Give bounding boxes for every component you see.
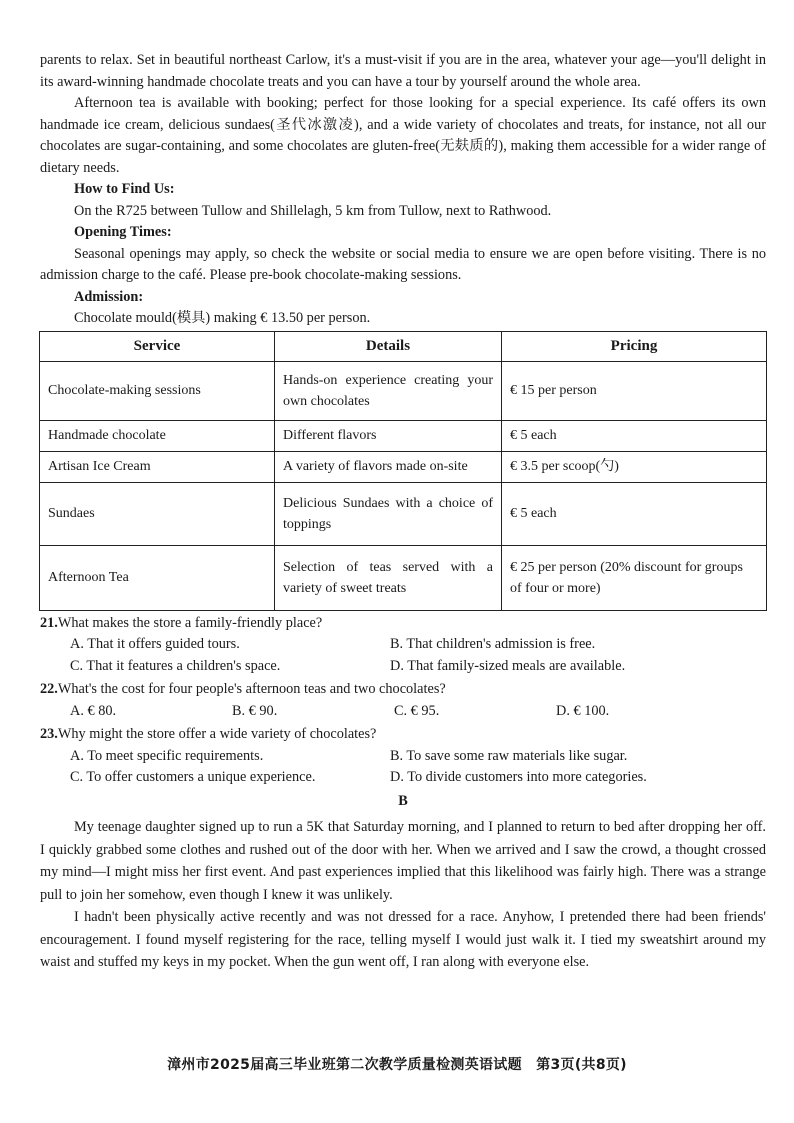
question-stem bbox=[40, 724, 766, 746]
options-row bbox=[70, 634, 766, 656]
table-row bbox=[40, 482, 767, 545]
options-row bbox=[70, 656, 766, 678]
option-d: D. € 100. bbox=[556, 702, 610, 719]
passage-b-paragraph-2: I hadn't been physically active recently and was not dressed for a race. Anyhow, I pretended there had been friends' encouragement. I found myself registering for the race, telling myself I would just walk it. I tied my sweatshirt around my waist and stuffed my keys in my pocket. When the gun went off, I ran along with everyone else. bbox=[40, 909, 766, 970]
option-b: B. To save some raw materials like sugar. bbox=[390, 747, 628, 764]
options-row bbox=[70, 746, 766, 768]
question-23 bbox=[40, 724, 766, 789]
options-row bbox=[70, 701, 766, 723]
question-number: 23. bbox=[40, 726, 58, 742]
intro-paragraph-2: Afternoon tea is available with booking; perfect for those looking for a special experience. Its café offers its own handmade ice cream, delicious sundaes(圣代冰激凌), and a wide variety of chocolates and treats, for instance, not all our chocolates are sugar-containing, and some chocolates are gluten-free(无麸质的), making them accessible for a wider range of dietary needs. bbox=[40, 95, 766, 176]
pricing-cell: € 25 per person (20% discount for groups of four or more) bbox=[502, 545, 767, 610]
page-footer: 漳州市2025届高三毕业班第二次教学质量检测英语试题 第3页(共8页) bbox=[167, 1057, 627, 1073]
question-stem bbox=[40, 613, 766, 635]
header-pricing: Pricing bbox=[502, 331, 767, 361]
option-c: C. To offer customers a unique experience. bbox=[70, 769, 316, 785]
option-c: C. € 95. bbox=[394, 702, 440, 719]
find-us-heading: How to Find Us: bbox=[74, 181, 175, 197]
pricing-cell: € 15 per person bbox=[502, 361, 767, 420]
option-c: C. That it features a children's space. bbox=[70, 657, 281, 674]
pricing-cell: € 3.5 per scoop(勺) bbox=[502, 451, 767, 482]
admission-text: Chocolate mould(模具) making € 13.50 per person. bbox=[74, 310, 371, 326]
header-service: Service bbox=[40, 331, 275, 361]
question-number: 21. bbox=[40, 614, 58, 631]
table-row bbox=[40, 420, 767, 451]
opening-times-text: Seasonal openings may apply, so check the website or social media to ensure we are open before visiting. There is no admission charge to the café. Please pre-book chocolate-making sessions. bbox=[40, 245, 766, 283]
table-header-row bbox=[40, 331, 767, 361]
option-d: D. To divide customers into more categories. bbox=[390, 769, 647, 785]
pricing-cell: € 5 each bbox=[502, 482, 767, 545]
page-content bbox=[40, 50, 766, 974]
question-22 bbox=[40, 679, 766, 722]
question-stem bbox=[40, 679, 766, 701]
option-b: B. € 90. bbox=[232, 702, 278, 719]
options-row bbox=[70, 767, 766, 789]
service-cell: Artisan Ice Cream bbox=[40, 451, 275, 482]
option-a: A. That it offers guided tours. bbox=[70, 636, 240, 652]
intro-paragraph-1: parents to relax. Set in beautiful northeast Carlow, it's a must-visit if you are in the area, whatever your age—you'll delight in its award-winning handmade chocolate treats and you can have a tour by yourself around the whole area. bbox=[40, 52, 766, 90]
admission-heading: Admission: bbox=[74, 288, 144, 305]
question-21 bbox=[40, 613, 766, 678]
question-number: 22. bbox=[40, 681, 58, 697]
option-d: D. That family-sized meals are available. bbox=[390, 657, 626, 674]
table-row bbox=[40, 361, 767, 420]
section-b-label: B bbox=[398, 792, 408, 809]
table-row bbox=[40, 451, 767, 482]
service-cell: Sundaes bbox=[40, 482, 275, 545]
header-details: Details bbox=[275, 331, 502, 361]
details-cell: Different flavors bbox=[275, 420, 502, 451]
question-text: Why might the store offer a wide variety of chocolates? bbox=[57, 726, 377, 742]
option-b: B. That children's admission is free. bbox=[390, 636, 596, 652]
option-a: A. To meet specific requirements. bbox=[70, 747, 264, 764]
passage-b bbox=[40, 816, 766, 974]
question-text: What's the cost for four people's afternoon teas and two chocolates? bbox=[57, 681, 446, 697]
option-a: A. € 80. bbox=[70, 702, 117, 719]
details-cell: A variety of flavors made on-site bbox=[275, 451, 502, 482]
passage-b-paragraph-1: My teenage daughter signed up to run a 5K that Saturday morning, and I planned to return to bed after dropping her off. I quickly grabbed some clothes and rushed out of the door with her. When we arrived and I saw the crowd, a thought crossed my mind—I might miss her first event. And past experiences implied that this likelihood was fairly high. There was a strange pull to join her somehow, even though I knew it was unlikely. bbox=[40, 819, 766, 903]
service-cell: Afternoon Tea bbox=[40, 545, 275, 610]
details-cell: Delicious Sundaes with a choice of toppings bbox=[275, 482, 502, 545]
pricing-cell: € 5 each bbox=[502, 420, 767, 451]
table-row bbox=[40, 545, 767, 610]
details-cell: Hands-on experience creating your own chocolates bbox=[275, 361, 502, 420]
details-cell: Selection of teas served with a variety of sweet treats bbox=[275, 545, 502, 610]
question-text: What makes the store a family-friendly place? bbox=[57, 614, 323, 631]
service-pricing-table bbox=[39, 331, 767, 611]
service-cell: Chocolate-making sessions bbox=[40, 361, 275, 420]
opening-times-heading: Opening Times: bbox=[74, 224, 172, 240]
service-cell: Handmade chocolate bbox=[40, 420, 275, 451]
find-us-text: On the R725 between Tullow and Shillelagh, 5 km from Tullow, next to Rathwood. bbox=[74, 202, 552, 219]
